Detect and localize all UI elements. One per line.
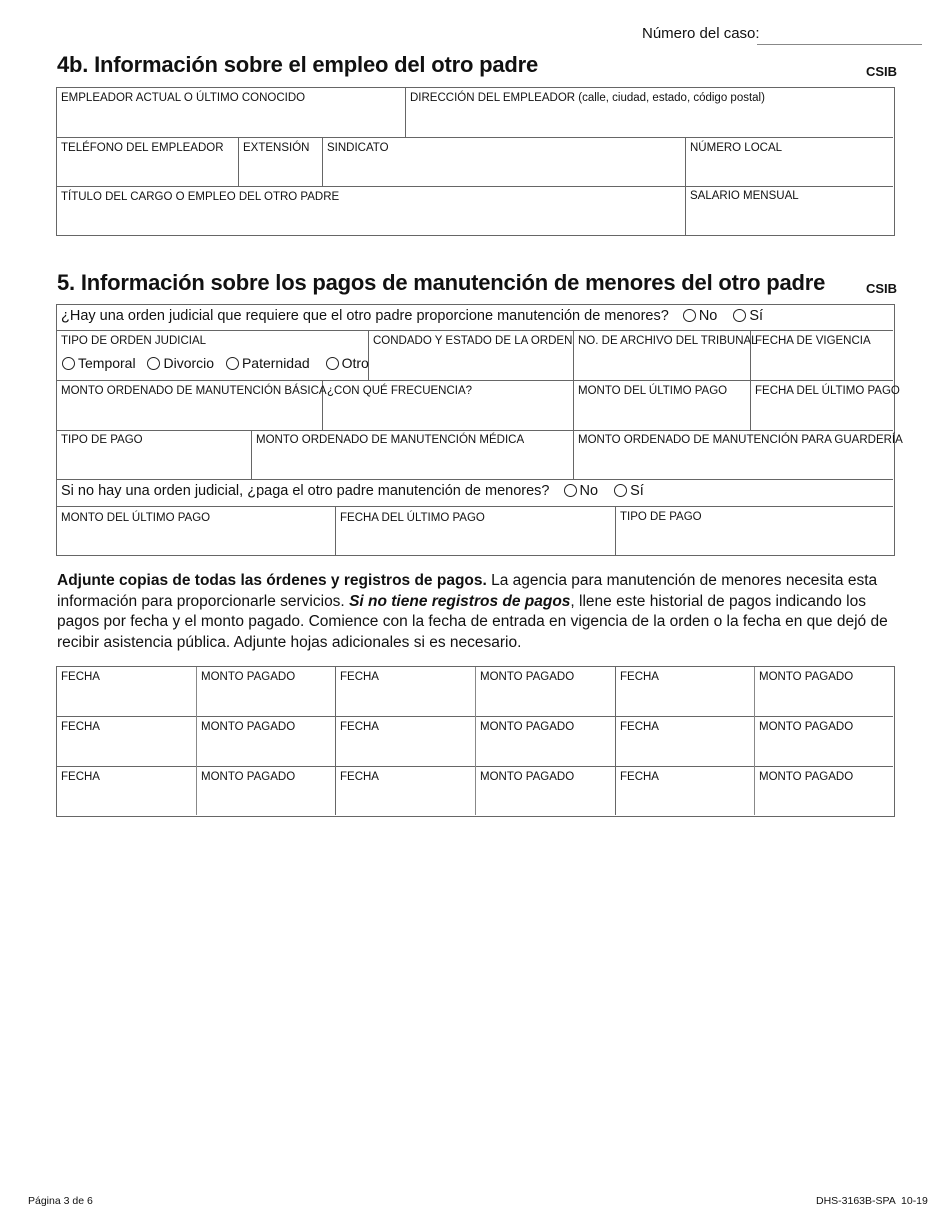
history-date-field[interactable] (616, 767, 754, 815)
last-payment-amount-label: MONTO DEL ÚLTIMO PAGO (578, 385, 728, 397)
court-order-question (61, 308, 775, 324)
extension-label: EXTENSIÓN (243, 142, 310, 154)
section-4b-badge: CSIB (866, 64, 898, 79)
order-type-label: TIPO DE ORDEN JUDICIAL (61, 335, 207, 347)
basic-support-amount-label: MONTO ORDENADO DE MANUTENCIÓN BÁSICA (61, 385, 327, 397)
case-number-field[interactable] (757, 44, 922, 45)
support-payments-table (56, 304, 903, 556)
employer-address-label: DIRECCIÓN DEL EMPLEADOR (calle, ciudad, estado, código postal) (410, 92, 765, 104)
voluntary-payment-type-label: TIPO DE PAGO (620, 511, 702, 523)
voluntary-last-payment-amount-label: MONTO DEL ÚLTIMO PAGO (61, 512, 211, 524)
last-payment-amount-field[interactable] (574, 381, 750, 430)
court-file-label: NO. DE ARCHIVO DEL TRIBUNAL (578, 335, 758, 347)
order-type-divorce[interactable]: Divorcio (147, 355, 214, 371)
history-date-label: FECHA (61, 771, 100, 783)
history-amount-label: MONTO PAGADO (480, 771, 575, 783)
court-order-no-option[interactable]: No (683, 308, 718, 324)
radio-circle-icon[interactable] (62, 357, 75, 370)
effective-date-field[interactable] (751, 331, 893, 380)
radio-circle-icon[interactable] (326, 357, 339, 370)
radio-circle-icon[interactable] (614, 484, 627, 497)
medical-support-amount-label: MONTO ORDENADO DE MANUTENCIÓN MÉDICA (256, 434, 525, 446)
voluntary-last-payment-date-label: FECHA DEL ÚLTIMO PAGO (340, 512, 485, 524)
daycare-support-amount-label: MONTO ORDENADO DE MANUTENCIÓN PARA GUARDERÍA (578, 434, 903, 446)
history-date-label: FECHA (340, 671, 379, 683)
court-order-yes-option[interactable]: Sí (733, 308, 763, 324)
history-amount-field[interactable] (755, 767, 893, 815)
voluntary-last-payment-amount-field[interactable] (57, 507, 335, 555)
last-payment-date-field[interactable] (751, 381, 900, 430)
payment-type-field[interactable] (57, 431, 251, 479)
history-amount-label: MONTO PAGADO (480, 721, 575, 733)
basic-support-amount-field[interactable] (57, 381, 327, 430)
order-type-paternity[interactable]: Paternidad (226, 355, 310, 371)
court-file-field[interactable] (574, 331, 758, 380)
radio-circle-icon[interactable] (564, 484, 577, 497)
section-5-badge: CSIB (866, 281, 898, 296)
radio-circle-icon[interactable] (226, 357, 239, 370)
history-date-label: FECHA (340, 721, 379, 733)
union-label: SINDICATO (327, 142, 389, 154)
order-type-options (62, 355, 369, 371)
extension-field[interactable] (239, 138, 322, 186)
employment-table (56, 87, 895, 236)
history-date-field[interactable] (616, 667, 754, 716)
local-number-label: NÚMERO LOCAL (690, 142, 783, 154)
section-5-title: 5. Información sobre los pagos de manutención de menores del otro padre (57, 270, 826, 295)
county-state-label: CONDADO Y ESTADO DE LA ORDEN (373, 335, 573, 347)
history-date-field[interactable] (57, 767, 196, 815)
effective-date-label: FECHA DE VIGENCIA (755, 335, 871, 347)
radio-circle-icon[interactable] (733, 309, 746, 322)
history-date-label: FECHA (620, 721, 659, 733)
employer-label: EMPLEADOR ACTUAL O ÚLTIMO CONOCIDO (61, 92, 306, 104)
history-amount-field[interactable] (197, 717, 335, 766)
payment-history-table (56, 666, 895, 817)
history-amount-field[interactable] (476, 767, 615, 815)
history-date-field[interactable] (57, 667, 196, 716)
history-date-label: FECHA (620, 771, 659, 783)
order-type-other[interactable]: Otro (326, 355, 369, 371)
history-amount-label: MONTO PAGADO (201, 671, 296, 683)
radio-circle-icon[interactable] (683, 309, 696, 322)
union-field[interactable] (323, 138, 685, 186)
job-title-label: TÍTULO DEL CARGO O EMPLEO DEL OTRO PADRE (61, 191, 340, 203)
history-date-field[interactable] (336, 717, 475, 766)
voluntary-payment-no-option[interactable]: No (564, 483, 599, 499)
county-state-field[interactable] (369, 331, 573, 380)
history-amount-field[interactable] (476, 667, 615, 716)
instructions-bold-lead: Adjunte copias de todas las órdenes y registros de pagos. (57, 572, 487, 589)
history-amount-field[interactable] (755, 717, 893, 766)
history-amount-label: MONTO PAGADO (480, 671, 575, 683)
history-date-label: FECHA (61, 671, 100, 683)
frequency-label: ¿CON QUÉ FRECUENCIA? (327, 385, 473, 397)
history-date-label: FECHA (620, 671, 659, 683)
job-title-field[interactable] (57, 187, 685, 235)
history-date-field[interactable] (336, 667, 475, 716)
radio-circle-icon[interactable] (147, 357, 160, 370)
employer-field[interactable] (57, 88, 405, 137)
history-amount-label: MONTO PAGADO (201, 721, 296, 733)
monthly-salary-field[interactable] (686, 187, 893, 235)
page-number: Página 3 de 6 (28, 1195, 93, 1207)
payment-records-instructions (57, 571, 897, 653)
monthly-salary-label: SALARIO MENSUAL (690, 190, 799, 202)
voluntary-last-payment-date-field[interactable] (336, 507, 615, 555)
order-type-field (57, 331, 368, 380)
history-amount-label: MONTO PAGADO (201, 771, 296, 783)
court-order-question-text: ¿Hay una orden judicial que requiere que el otro padre proporcione manutención de menores? (61, 308, 669, 324)
history-date-field[interactable] (57, 717, 196, 766)
voluntary-payment-yes-option[interactable]: Sí (614, 483, 644, 499)
history-date-label: FECHA (340, 771, 379, 783)
instructions-text-1: La agencia para manutención de menores necesita esta información para proporcionarle servicios. (57, 572, 878, 610)
history-date-field[interactable] (616, 717, 754, 766)
history-amount-label: MONTO PAGADO (759, 721, 854, 733)
instructions-text-2: , llene este historial de pagos indicando los pagos por fecha y el monto pagado. Comience con la fecha de entrada en vigencia de la orden o la fecha en que dejó de recibir asistencia pública. Adjunte hojas adicionales si es necesario. (57, 592, 888, 651)
history-amount-field[interactable] (197, 767, 335, 815)
frequency-field[interactable] (323, 381, 573, 430)
case-number-label: Número del caso: (642, 25, 760, 42)
history-date-label: FECHA (61, 721, 100, 733)
voluntary-payment-question (61, 483, 656, 499)
history-amount-field[interactable] (476, 717, 615, 766)
section-4b-title: 4b. Información sobre el empleo del otro padre (57, 52, 539, 77)
local-number-field[interactable] (686, 138, 893, 186)
order-type-temporal[interactable]: Temporal (62, 355, 136, 371)
form-id: DHS-3163B-SPA 10-19 (816, 1195, 928, 1207)
history-amount-label: MONTO PAGADO (759, 671, 854, 683)
history-amount-label: MONTO PAGADO (759, 771, 854, 783)
instructions-bold-italic: Si no tiene registros de pagos (349, 592, 571, 610)
history-amount-field[interactable] (197, 667, 335, 716)
history-amount-field[interactable] (755, 667, 893, 716)
voluntary-payment-question-text: Si no hay una orden judicial, ¿paga el otro padre manutención de menores? (61, 483, 550, 499)
employer-address-field[interactable] (406, 88, 893, 137)
medical-support-amount-field[interactable] (252, 431, 573, 479)
employer-phone-label: TELÉFONO DEL EMPLEADOR (61, 142, 224, 154)
daycare-support-amount-field[interactable] (574, 431, 903, 479)
voluntary-payment-type-field[interactable] (616, 507, 893, 555)
history-date-field[interactable] (336, 767, 475, 815)
payment-type-label: TIPO DE PAGO (61, 434, 143, 446)
employer-phone-field[interactable] (57, 138, 238, 186)
last-payment-date-label: FECHA DEL ÚLTIMO PAGO (755, 385, 900, 397)
